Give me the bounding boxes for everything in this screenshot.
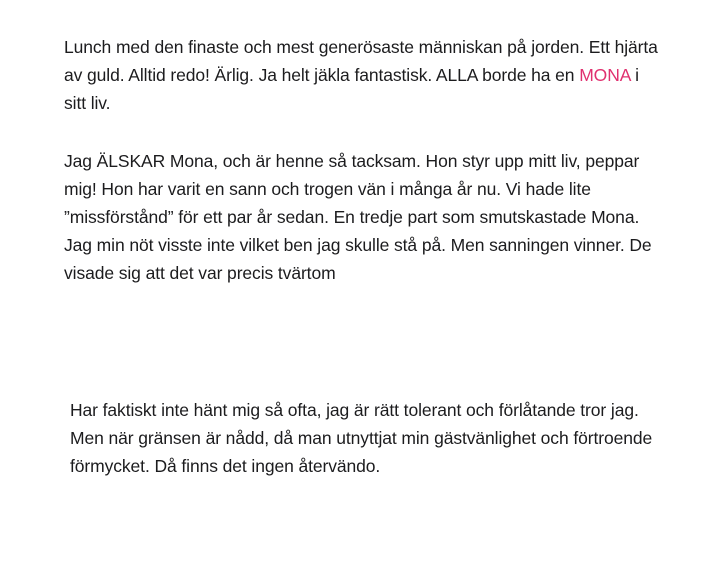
paragraph-3: Har faktiskt inte hänt mig så ofta, jag är rätt tolerant och förlåtande tror jag. Men när gränsen är nådd, då man utnyttjat min gästvänlighet och förtroende förmycket. Då finns det ingen återvändo. [70,400,653,476]
paragraph-2: Jag ÄLSKAR Mona, och är henne så tacksam. Hon styr upp mitt liv, peppar mig! Hon har varit en sann och trogen vän i många år nu. Vi hade lite ”missförstånd” för ett par år sedan. En tredje part som smutskastade Mona. Jag min nöt visste inte vilket ben jag skulle stå på. Men sanningen vinner. De visade sig att det var precis tvärtom [64,151,652,283]
paragraph-1-text-end: i sitt liv. [64,65,639,113]
paragraph-1-text-start: Lunch med den finaste och mest generösaste människan på jorden. Ett hjärta av guld. Alltid redo! Ärlig. Ja helt jäkla fantastisk. ALLA borde ha en [64,37,658,85]
highlighted-name: MONA [579,65,631,85]
paragraph-1 [64,33,664,117]
